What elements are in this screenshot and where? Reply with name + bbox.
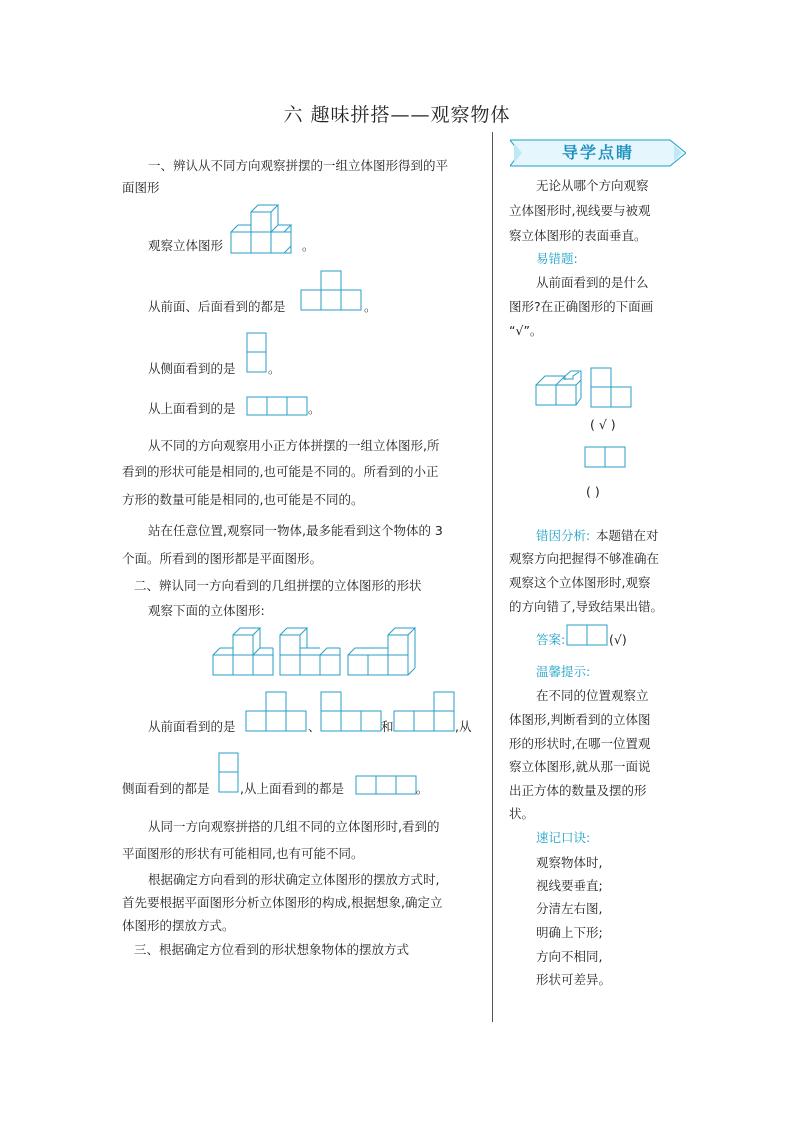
separator-dun: 、 <box>308 719 321 734</box>
answer-shape <box>566 624 610 646</box>
rhyme-line: 形状可差异。 <box>536 972 612 987</box>
top-all-label: ,从上面看到的都是 <box>240 781 344 796</box>
side-label: 从侧面看到的是 <box>148 361 236 376</box>
paragraph-3-line-1: 从同一方向观察拼搭的几组不同的立体图形时,看到的 <box>148 819 440 834</box>
section-3-heading: 三、根据确定方位看到的形状想象物体的摆放方式 <box>134 942 410 957</box>
paragraph-2-line-2: 个面。所看到的图形都是平面图形。 <box>122 551 323 566</box>
front-shape-c <box>393 691 457 733</box>
paragraph-1-line-3: 方形的数量可能是相同的,也可能是不同的。 <box>122 492 364 507</box>
question-line-2: 图形?在正确图形的下面画 <box>509 299 654 314</box>
rhyme-label: 速记口诀: <box>536 830 591 845</box>
question-solid-figure <box>535 368 583 408</box>
question-option-1-shape <box>590 367 634 409</box>
question-option-2-shape <box>584 446 628 468</box>
separator-comma-from: ,从 <box>455 719 472 734</box>
solid-figures-group <box>212 626 420 678</box>
side-all-label: 侧面看到的都是 <box>122 781 210 796</box>
answer-label: 答案: <box>536 632 566 647</box>
rhyme-line: 分清左右图, <box>536 901 603 916</box>
guide-banner <box>510 139 686 167</box>
solid-figure-1 <box>230 203 302 255</box>
tip-line-3: 形的形状时,在哪一位置观 <box>509 736 651 751</box>
front-shape-b <box>320 691 384 733</box>
front-shape-a <box>245 691 309 733</box>
tip-line-5: 出正方体的数量及摆的形 <box>509 783 647 798</box>
tip-line-2: 体图形,判断看到的立体图 <box>509 712 651 727</box>
top-shape <box>355 775 417 795</box>
paragraph-4-line-3: 体图形的摆放方式。 <box>122 918 235 933</box>
period: 。 <box>302 238 315 253</box>
period: 。 <box>268 361 281 376</box>
paragraph-4-line-1: 根据确定方向看到的形状确定立体图形的摆放方式时, <box>148 872 440 887</box>
intro-line-2: 立体图形时,视线要与被观 <box>509 203 651 218</box>
easy-wrong-label: 易错题: <box>536 251 578 266</box>
paragraph-1-line-2: 看到的形状可能是相同的,也可能是不同的。所看到的小正 <box>122 464 439 479</box>
side-shape <box>218 752 240 794</box>
rhyme-line: 观察物体时, <box>536 855 603 870</box>
analysis-line-4: 的方向错了,导致结果出错。 <box>509 599 663 614</box>
paragraph-3-line-2: 平面图形的形状有可能相同,也有可能不同。 <box>122 846 364 861</box>
observe-solid-label: 观察立体图形 <box>148 238 224 253</box>
analysis-line-3: 观察这个立体图形时,观察 <box>509 575 651 590</box>
paragraph-1-line-1: 从不同的方向观察用小正方体拼摆的一组立体图形,所 <box>148 438 440 453</box>
option-2-mark: ( ) <box>586 484 600 499</box>
analysis-label: 错因分析: <box>536 528 591 543</box>
analysis-line-1: 本题错在对 <box>596 528 659 543</box>
rhyme-line: 明确上下形; <box>536 925 603 940</box>
side-view-shape <box>246 332 268 374</box>
intro-line-3: 察立体图形的表面垂直。 <box>509 228 647 243</box>
section-1-heading-line-1: 一、辨认从不同方向观察拼摆的一组立体图形得到的平 <box>148 158 449 173</box>
section-1-heading-line-2: 面图形 <box>122 180 160 195</box>
tip-line-6: 状。 <box>509 806 535 821</box>
rhyme-line: 视线要垂直; <box>536 878 603 893</box>
paragraph-4-line-2: 首先要根据平面图形分析立体图形的构成,根据想象,确定立 <box>122 895 443 910</box>
tip-line-1: 在不同的位置观察立 <box>536 688 649 703</box>
intro-line-1: 无论从哪个方向观察 <box>536 178 649 193</box>
option-1-mark: ( √ ) <box>590 417 616 432</box>
period: 。 <box>308 401 321 416</box>
paragraph-2-line-1: 站在任意位置,观察同一物体,最多能看到这个物体的 3 <box>148 523 443 538</box>
banner-title: 导学点睛 <box>561 143 634 162</box>
analysis-line-2: 观察方向把握得不够准确在 <box>509 551 660 566</box>
page-title: 六 趣味拼搭——观察物体 <box>283 104 511 126</box>
question-line-1: 从前面看到的是什么 <box>536 275 649 290</box>
tip-line-4: 察立体图形,就从那一面说 <box>509 759 651 774</box>
top-label: 从上面看到的是 <box>148 401 236 416</box>
front-back-label: 从前面、后面看到的都是 <box>148 299 286 314</box>
observe-below-label: 观察下面的立体图形: <box>148 603 265 618</box>
period: 。 <box>364 299 377 314</box>
separator-he: 和 <box>381 719 394 734</box>
front-view-shape <box>300 270 364 312</box>
column-divider <box>492 132 493 1022</box>
tip-label: 温馨提示: <box>536 664 591 679</box>
front-seen-label: 从前面看到的是 <box>148 719 236 734</box>
question-line-3: “√”。 <box>509 323 543 338</box>
period: 。 <box>416 781 429 796</box>
section-2-heading: 二、辨认同一方向看到的几组拼摆的立体图形的形状 <box>134 578 422 593</box>
answer-mark: (√) <box>609 632 627 647</box>
top-view-shape <box>246 396 308 416</box>
rhyme-line: 方向不相同, <box>536 949 603 964</box>
